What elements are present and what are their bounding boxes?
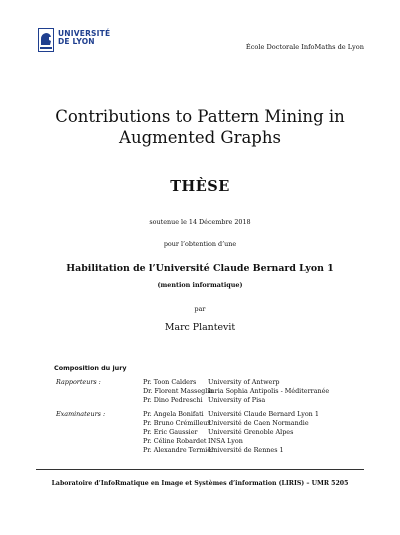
by-line: par [194,305,206,313]
logo-line-de-lyon: DE LYON [58,37,95,46]
jury-member-affiliation: University of Pisa [208,396,266,404]
jury-member-name: Pr. Alexandre Termier [143,446,215,454]
jury-member-affiliation: University of Antwerp [208,378,280,386]
jury-member-affiliation: Université Grenoble Alpes [208,428,294,436]
jury-member-name: Pr. Eric Gaussier [143,428,198,436]
jury-role: Rapporteurs : [56,378,101,386]
document-type: THÈSE [170,178,230,195]
university-logo [38,28,111,58]
jury-member-name: Dr. Florent Masseglia [143,387,214,395]
jury-member-name: Pr. Céline Robardet [143,437,207,445]
thesis-title [0,106,400,148]
degree-mention: (mention informatique) [157,281,243,289]
purpose-line: pour l’obtention d’une [163,240,237,248]
jury-member-affiliation: Université de Caen Normandie [208,419,309,427]
jury-member-name: Pr. Bruno Crémilleux [143,419,211,427]
footer-divider [36,469,364,470]
jury-member-name: Pr. Angela Bonifati [143,410,204,418]
thesis-title-line2: Augmented Graphs [119,128,281,147]
logo-line-university: UNIVERSITÉ [58,29,111,38]
author-name: Marc Plantevit [164,322,236,333]
thesis-title-line1: Contributions to Pattern Mining in [55,107,345,126]
jury-member-affiliation: INSA Lyon [208,437,243,445]
laboratory-footer: Laboratoire d’InfoRmatique en Image et Systèmes d’information (LIRIS) – UMR 5205 [51,480,349,487]
degree-title: Habilitation de l’Université Claude Bernard Lyon 1 [66,263,334,274]
lion-emblem-icon [38,28,54,52]
jury-member-affiliation: Université de Rennes 1 [208,446,284,454]
defense-date: soutenue le 14 Décembre 2018 [149,218,251,226]
jury-member-name: Pr. Dino Pedreschi [143,396,203,404]
doctoral-school: École Doctorale InfoMaths de Lyon [245,43,364,51]
jury-member-name: Pr. Toon Calders [143,378,197,386]
jury-role: Examinateurs : [56,410,106,418]
jury-heading: Composition du jury [54,364,127,372]
jury-member-affiliation: Université Claude Bernard Lyon 1 [208,410,319,418]
jury-member-affiliation: Inria Sophia Antipolis - Méditerranée [208,387,330,395]
